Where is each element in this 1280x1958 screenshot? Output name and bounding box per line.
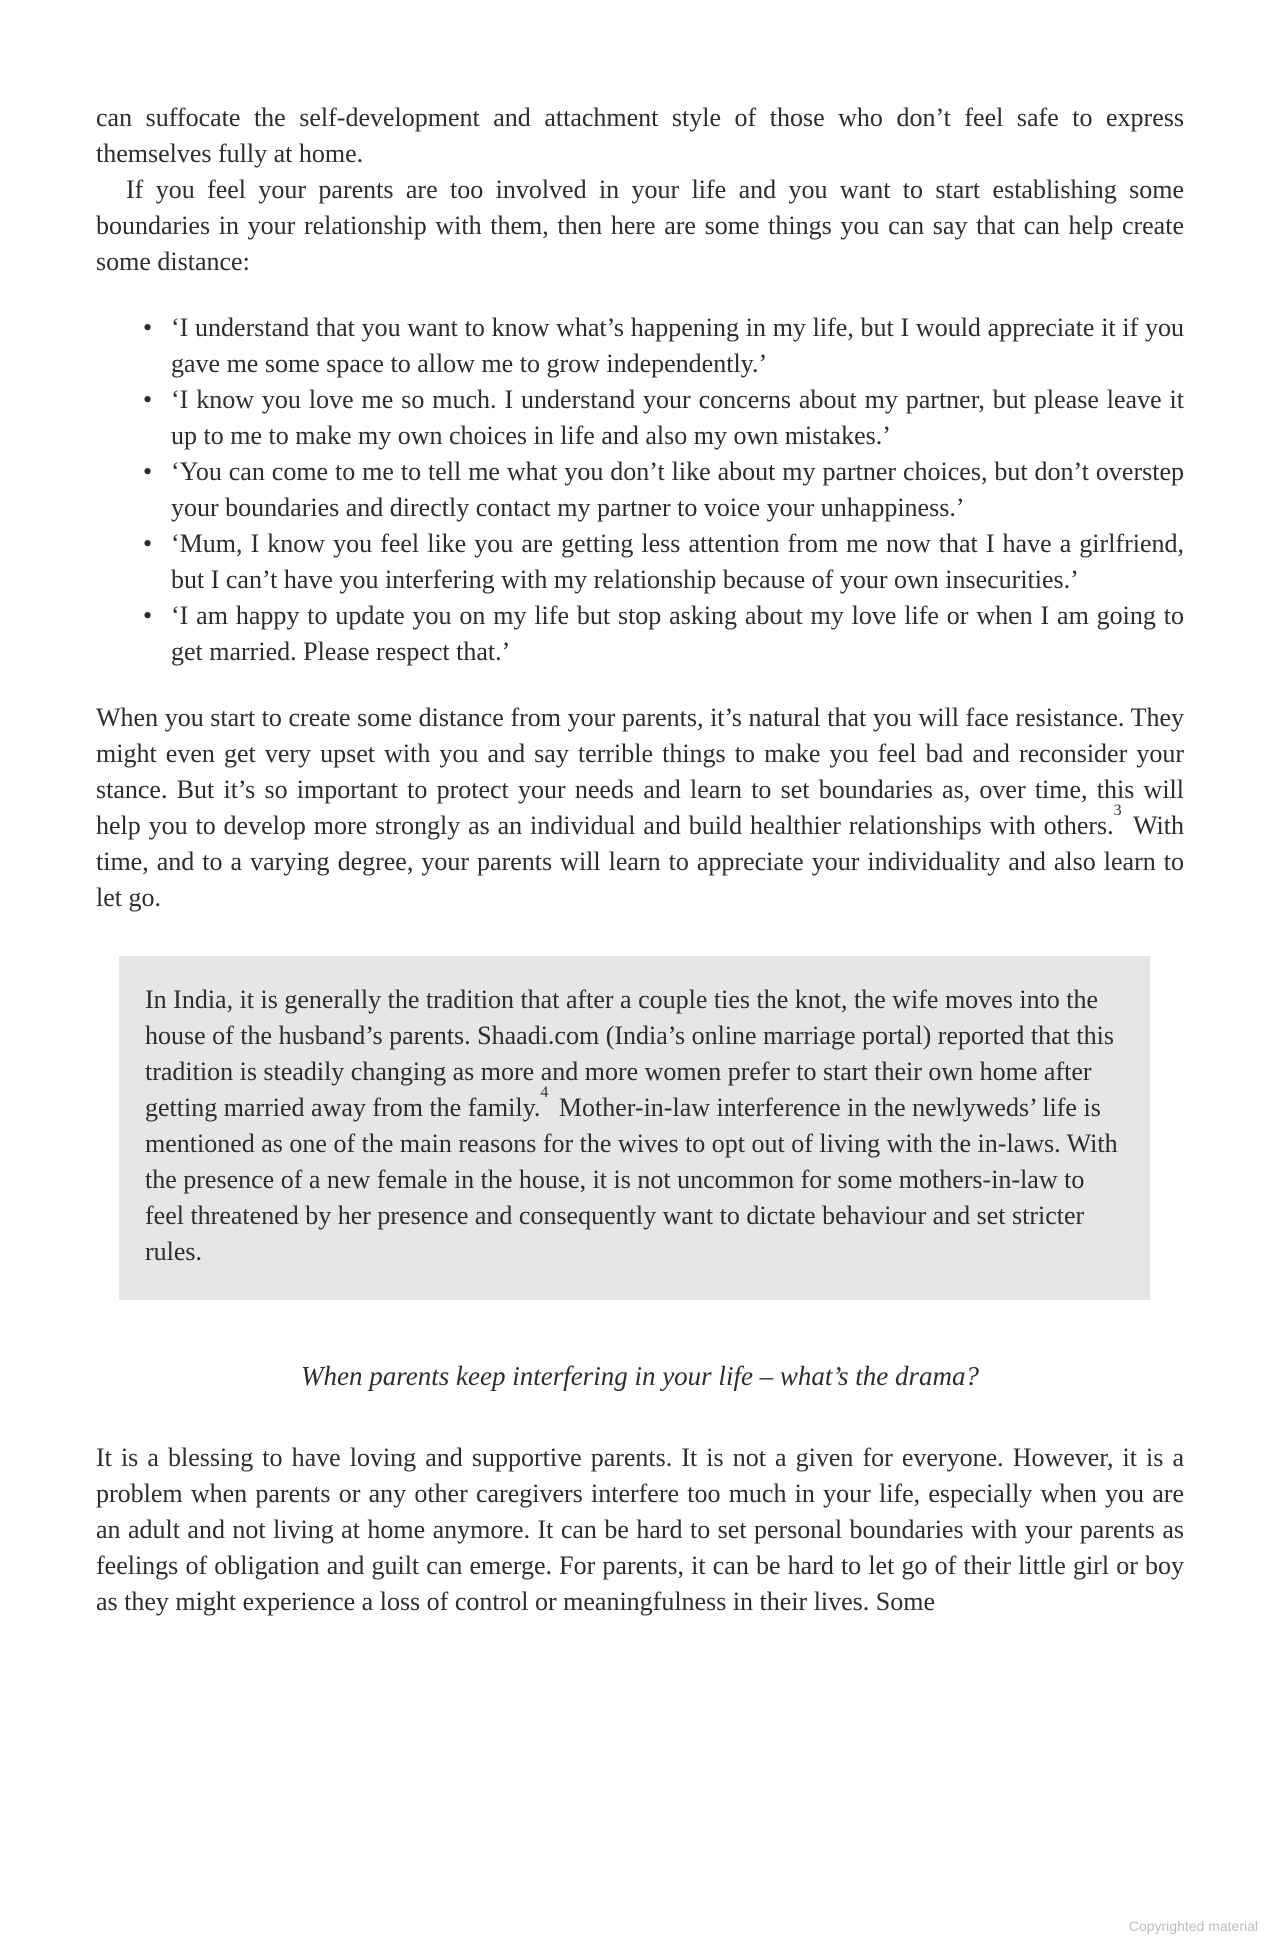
boundary-statements-list — [96, 310, 1184, 670]
list-item: • ‘I know you love me so much. I understand your concerns about my partner, but please leave it up to me to make my own choices in life and also my own mistakes.’ — [96, 382, 1184, 454]
paragraph-resistance — [96, 700, 1184, 916]
callout-text-part: Mother-in-law interference in the newlyweds’ life is mentioned as one of the main reasons for the wives to opt out of living with the in-laws. With the presence of a new female in the house, it is not uncommon for some mothers-in-law to feel threatened by her presence and consequently want to dictate behaviour and set stricter rules. — [145, 1093, 1118, 1266]
section-heading: When parents keep interfering in your life – what’s the drama? — [301, 1361, 979, 1391]
india-tradition-callout — [119, 956, 1150, 1300]
list-item: • ‘Mum, I know you feel like you are getting less attention from me now that I have a girlfriend, but I can’t have you interfering with my relationship because of your own insecurities.’ — [96, 526, 1184, 598]
footnote-ref-4: 4 — [540, 1084, 549, 1102]
paragraph-text: When you start to create some distance from your parents, it’s natural that you will face resistance. They might even get very upset with you and say terrible things to make you feel bad and reconsider your stance. But it’s so important to protect your needs and learn to set boundaries as, over time, this will help you to develop more strongly as an individual and build healthier relationships with others. — [96, 703, 1184, 840]
callout-text — [145, 982, 1120, 1270]
footnote-ref-3: 3 — [1113, 802, 1122, 820]
copyright-watermark: Copyrighted material — [1128, 1918, 1258, 1934]
callout-text-part: In India, it is generally the tradition that after a couple ties the knot, the wife moves into the house of the husband’s parents. Shaadi.com (India’s online marriage portal) reported that this tradition is steadily changing as more and more women prefer to start their own home after getting married away from the family. — [145, 985, 1114, 1122]
paragraph-text: With time, and to a varying degree, your parents will learn to appreciate your individuality and also learn to let go. — [96, 811, 1184, 912]
list-item: • ‘I am happy to update you on my life but stop asking about my love life or when I am going to get married. Please respect that.’ — [96, 598, 1184, 670]
list-item: • ‘I understand that you want to know what’s happening in my life, but I would appreciate it if you gave me some space to allow me to grow independently.’ — [96, 310, 1184, 382]
paragraph-blessing: It is a blessing to have loving and supportive parents. It is not a given for everyone. However, it is a problem when parents or any other caregivers interfere too much in your life, especially when you are an adult and not living at home anymore. It can be hard to set personal boundaries with your parents as feelings of obligation and guilt can emerge. For parents, it can be hard to let go of their little girl or boy as they might experience a loss of control or meaningfulness in their lives. Some — [96, 1443, 1184, 1616]
paragraph-continued: can suffocate the self-development and attachment style of those who don’t feel safe to express themselves fully at home. — [96, 103, 1184, 168]
paragraph-boundaries-intro: If you feel your parents are too involved in your life and you want to start establishing some boundaries in your relationship with them, then here are some things you can say that can help create some distance: — [96, 175, 1184, 276]
list-item: • ‘You can come to me to tell me what you don’t like about my partner choices, but don’t overstep your boundaries and directly contact my partner to voice your unhappiness.’ — [96, 454, 1184, 526]
